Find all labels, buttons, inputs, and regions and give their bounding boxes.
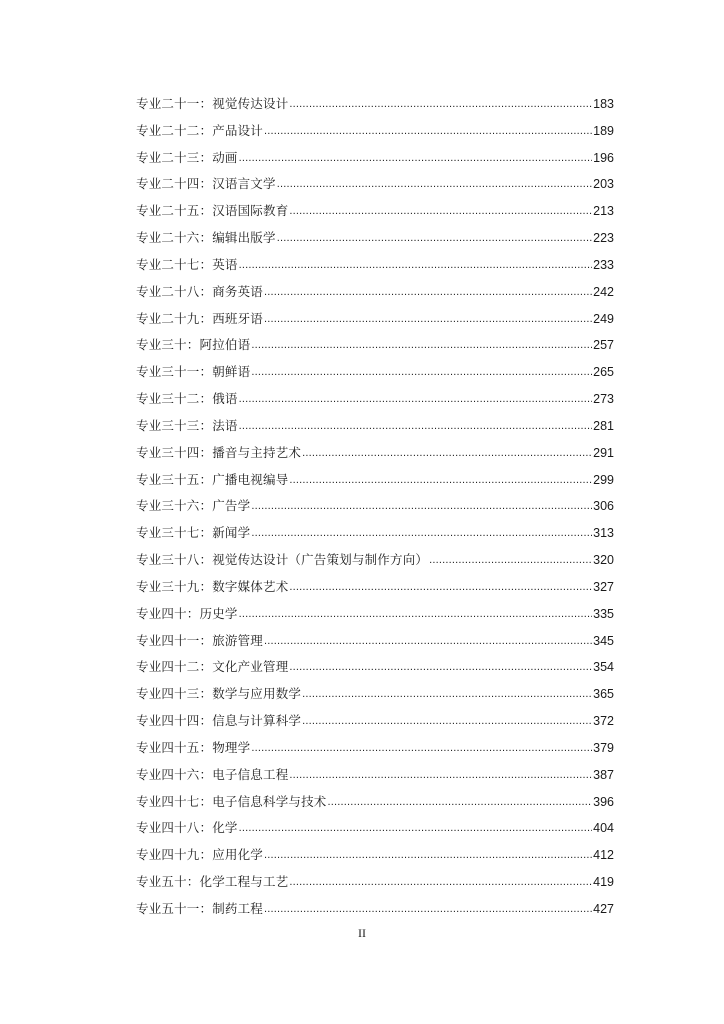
toc-dot-leader (302, 681, 592, 708)
toc-entry-title: 专业二十八：商务英语 (136, 283, 264, 299)
toc-entry-page-number: 233 (593, 257, 614, 272)
toc-entry-page-number: 196 (593, 150, 614, 165)
toc-dot-leader (251, 332, 592, 359)
toc-entry-title: 专业四十七：电子信息科学与技术 (136, 793, 327, 809)
toc-entry-title: 专业四十三：数学与应用数学 (136, 686, 302, 702)
toc-entry-page-number: 203 (593, 177, 614, 192)
toc-entry-title: 专业三十四：播音与主持艺术 (136, 444, 302, 460)
toc-entry-page-number: 320 (593, 553, 614, 568)
toc-entry[interactable] (136, 896, 614, 923)
toc-entry-page-number: 335 (593, 606, 614, 621)
toc-dot-leader (264, 628, 592, 655)
toc-entry[interactable] (136, 145, 614, 172)
toc-entry-page-number: 387 (593, 767, 614, 782)
toc-entry-page-number: 242 (593, 284, 614, 299)
toc-entry-page-number: 345 (593, 633, 614, 648)
toc-entry-page-number: 291 (593, 445, 614, 460)
toc-entry-title: 专业二十五：汉语国际教育 (136, 203, 289, 219)
toc-dot-leader (429, 547, 592, 574)
toc-entry-title: 专业四十八：化学 (136, 820, 238, 836)
toc-dot-leader (239, 413, 593, 440)
toc-entry[interactable] (136, 118, 614, 145)
toc-entry-title: 专业三十六：广告学 (136, 498, 251, 514)
toc-dot-leader (289, 654, 592, 681)
toc-entry[interactable] (136, 574, 614, 601)
toc-dot-leader (239, 386, 593, 413)
toc-entry-page-number: 404 (593, 821, 614, 836)
toc-entry-page-number: 213 (593, 204, 614, 219)
toc-entry-page-number: 313 (593, 526, 614, 541)
toc-entry-title: 专业四十一：旅游管理 (136, 632, 264, 648)
toc-entry[interactable] (136, 386, 614, 413)
toc-entry-page-number: 396 (593, 794, 614, 809)
toc-dot-leader (277, 171, 592, 198)
toc-entry[interactable] (136, 601, 614, 628)
toc-entry-page-number: 223 (593, 231, 614, 246)
toc-entry-title: 专业二十六：编辑出版学 (136, 230, 276, 246)
toc-entry[interactable] (136, 413, 614, 440)
toc-entry-title: 专业三十一：朝鲜语 (136, 364, 251, 380)
toc-entry[interactable] (136, 547, 614, 574)
toc-entry[interactable] (136, 681, 614, 708)
toc-entry-page-number: 273 (593, 392, 614, 407)
toc-dot-leader (264, 896, 592, 923)
toc-dot-leader (302, 440, 592, 467)
toc-entry-page-number: 327 (593, 579, 614, 594)
toc-entry[interactable] (136, 869, 614, 896)
toc-dot-leader (289, 91, 592, 118)
toc-entry-page-number: 249 (593, 311, 614, 326)
toc-entry-title: 专业四十九：应用化学 (136, 847, 264, 863)
toc-entry-title: 专业五十一：制药工程 (136, 900, 264, 916)
toc-dot-leader (251, 520, 592, 547)
toc-entry[interactable] (136, 520, 614, 547)
toc-entry[interactable] (136, 842, 614, 869)
toc-entry-page-number: 354 (593, 660, 614, 675)
toc-entry[interactable] (136, 440, 614, 467)
toc-entry-page-number: 306 (593, 499, 614, 514)
toc-entry-title: 专业二十一：视觉传达设计 (136, 96, 289, 111)
toc-dot-leader (264, 306, 592, 333)
toc-entry-page-number: 419 (593, 875, 614, 890)
toc-entry[interactable] (136, 359, 614, 386)
toc-entry-page-number: 427 (593, 901, 614, 916)
toc-entry[interactable] (136, 493, 614, 520)
toc-entry-title: 专业三十九：数字媒体艺术 (136, 578, 289, 594)
toc-dot-leader (251, 359, 592, 386)
toc-entry-title: 专业三十二：俄语 (136, 391, 238, 407)
toc-entry-title: 专业三十七：新闻学 (136, 525, 251, 541)
toc-entry-title: 专业二十九：西班牙语 (136, 310, 264, 326)
toc-entry-page-number: 299 (593, 472, 614, 487)
toc-entry-page-number: 257 (593, 338, 614, 353)
page-number: II (358, 926, 366, 940)
toc-dot-leader (239, 815, 593, 842)
toc-entry[interactable] (136, 735, 614, 762)
toc-entry-page-number: 183 (593, 97, 614, 111)
toc-entry-page-number: 412 (593, 848, 614, 863)
toc-entry-title: 专业三十：阿拉伯语 (136, 337, 251, 353)
toc-entry-title: 专业二十二：产品设计 (136, 122, 264, 138)
toc-entry[interactable] (136, 225, 614, 252)
toc-dot-leader (264, 118, 592, 145)
toc-entry-page-number: 379 (593, 740, 614, 755)
toc-dot-leader (264, 279, 592, 306)
toc-entry-title: 专业三十五：广播电视编导 (136, 471, 289, 487)
toc-entry-page-number: 265 (593, 365, 614, 380)
toc-entry-page-number: 365 (593, 687, 614, 702)
toc-entry-title: 专业四十四：信息与计算科学 (136, 713, 302, 729)
toc-entry-title: 专业二十三：动画 (136, 149, 238, 165)
toc-entry-title: 专业四十：历史学 (136, 605, 238, 621)
toc-entry[interactable] (136, 279, 614, 306)
toc-entry-title: 专业四十二：文化产业管理 (136, 659, 289, 675)
toc-entry-title: 专业四十六：电子信息工程 (136, 766, 289, 782)
toc-dot-leader (289, 198, 592, 225)
toc-entry[interactable] (136, 332, 614, 359)
toc-entry[interactable] (136, 91, 614, 118)
toc-entry[interactable] (136, 815, 614, 842)
toc-dot-leader (239, 145, 593, 172)
toc-entry[interactable] (136, 654, 614, 681)
toc-dot-leader (239, 601, 593, 628)
toc-entry-title: 专业二十四：汉语言文学 (136, 176, 276, 192)
toc-entry[interactable] (136, 789, 614, 816)
toc-dot-leader (302, 708, 592, 735)
toc-dot-leader (251, 493, 592, 520)
toc-entry[interactable] (136, 762, 614, 789)
toc-dot-leader (328, 789, 593, 816)
toc-dot-leader (289, 467, 592, 494)
toc-entry-page-number: 281 (593, 418, 614, 433)
toc-entry[interactable] (136, 198, 614, 225)
toc-dot-leader (239, 252, 593, 279)
table-of-contents (136, 91, 614, 923)
toc-entry-title: 专业三十三：法语 (136, 417, 238, 433)
toc-entry-page-number: 372 (593, 714, 614, 729)
toc-dot-leader (251, 735, 592, 762)
toc-entry[interactable] (136, 171, 614, 198)
toc-entry-title: 专业三十八：视觉传达设计（广告策划与制作方向） (136, 552, 429, 568)
toc-entry-title: 专业二十七：英语 (136, 256, 238, 272)
toc-dot-leader (277, 225, 592, 252)
toc-entry-title: 专业四十五：物理学 (136, 739, 251, 755)
toc-dot-leader (289, 762, 592, 789)
toc-entry[interactable] (136, 306, 614, 333)
toc-dot-leader (289, 574, 592, 601)
toc-entry[interactable] (136, 708, 614, 735)
toc-entry[interactable] (136, 252, 614, 279)
toc-entry[interactable] (136, 628, 614, 655)
toc-entry-page-number: 189 (593, 123, 614, 138)
toc-dot-leader (264, 842, 592, 869)
toc-entry-title: 专业五十：化学工程与工艺 (136, 874, 289, 890)
toc-entry[interactable] (136, 467, 614, 494)
toc-dot-leader (289, 869, 592, 896)
